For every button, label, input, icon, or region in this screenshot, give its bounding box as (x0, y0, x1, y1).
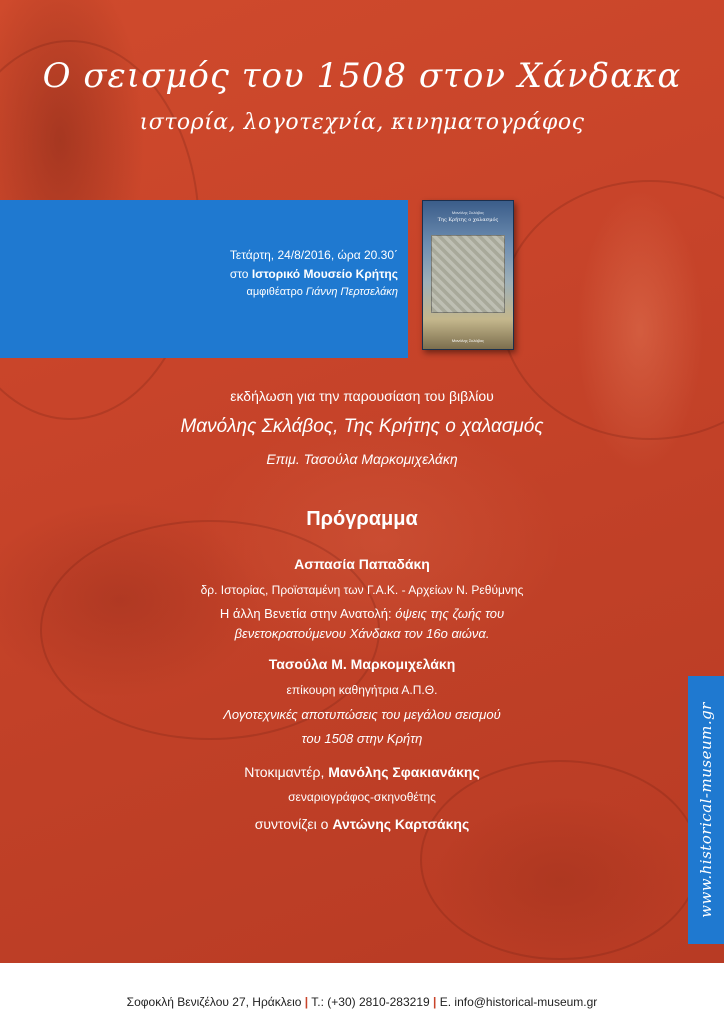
room-prefix: αμφιθέατρο (246, 286, 303, 298)
footer-contact-line (0, 995, 724, 1009)
speaker-2-role: επίκουρη καθηγήτρια Α.Π.Θ. (286, 683, 438, 697)
documentary-director: Μανόλης Σφακιανάκης (328, 764, 480, 780)
book-cover-footer: Μανόλης Σκλάβος (451, 338, 485, 343)
website-side-tab[interactable] (688, 676, 724, 944)
footer-address: Σοφοκλή Βενιζέλου 27, Ηράκλειο (126, 995, 302, 1009)
footer-phone: Τ.: (+30) 2810-283219 (311, 995, 430, 1009)
website-link[interactable]: www.historical-museum.gr (697, 702, 715, 918)
footer-separator: | (433, 995, 437, 1009)
venue-prefix: στο (229, 267, 249, 281)
venue-name: Ιστορικό Μουσείο Κρήτης (251, 267, 398, 281)
book-title-line: Μανόλης Σκλάβος, Της Κρήτης ο χαλασμός (180, 416, 544, 437)
program-heading: Πρόγραμμα (306, 508, 418, 530)
footer-separator: | (304, 995, 309, 1009)
speaker-1-name: Ασπασία Παπαδάκη (294, 556, 430, 572)
book-cover-title: Της Κρήτης ο χαλασμός (437, 217, 499, 223)
room-name: Γιάννη Περτσελάκη (305, 286, 398, 298)
book-cover-map (431, 235, 505, 313)
event-room (246, 286, 398, 298)
speaker-1-role: δρ. Ιστορίας, Προϊσταμένη των Γ.Α.Κ. - Αρχείων Ν. Ρεθύμνης (200, 583, 524, 597)
documentary-prefix: Ντοκιμαντέρ, (244, 764, 325, 780)
talk-1-italic: όψεις της ζωής του (391, 606, 505, 621)
moderator-name: Αντώνης Καρτσάκης (332, 816, 470, 832)
poster-title: Ο σεισμός του 1508 στον Χάνδακα (42, 56, 682, 96)
footer (0, 963, 724, 1024)
speaker-2-talk-line-1: Λογοτεχνικές αποτυπώσεις του μεγάλου σεισμού (223, 707, 501, 722)
speaker-2-name: Τασούλα Μ. Μαρκομιχελάκη (268, 656, 456, 672)
speaker-2-talk-line-2: του 1508 στην Κρήτη (301, 731, 423, 746)
documentary-line (0, 764, 724, 780)
speaker-1-talk-line-2: βενετοκρατούμενου Χάνδακα τον 16ο αιώνα. (234, 626, 490, 641)
speaker-1-talk-line-1 (0, 606, 724, 621)
book-cover-author: Μανόλης Σκλάβος (451, 210, 485, 215)
intro-text: εκδήλωση για την παρουσίαση του βιβλίου (230, 388, 494, 404)
moderator-line (0, 816, 724, 832)
moderator-prefix: συντονίζει ο (254, 816, 329, 832)
poster-subtitle: ιστορία, λογοτεχνία, κινηματογράφος (139, 110, 585, 135)
talk-1-plain: Η άλλη Βενετία στην Ανατολή: (219, 606, 392, 621)
event-venue (230, 267, 398, 281)
event-date-time: Τετάρτη, 24/8/2016, ώρα 20.30΄ (229, 248, 398, 262)
documentary-role: σεναριογράφος-σκηνοθέτης (288, 790, 436, 804)
curator-line: Επιμ. Τασούλα Μαρκομιχελάκη (266, 451, 458, 467)
footer-email[interactable]: Ε. info@historical-museum.gr (439, 995, 598, 1009)
book-cover-image (422, 200, 514, 350)
